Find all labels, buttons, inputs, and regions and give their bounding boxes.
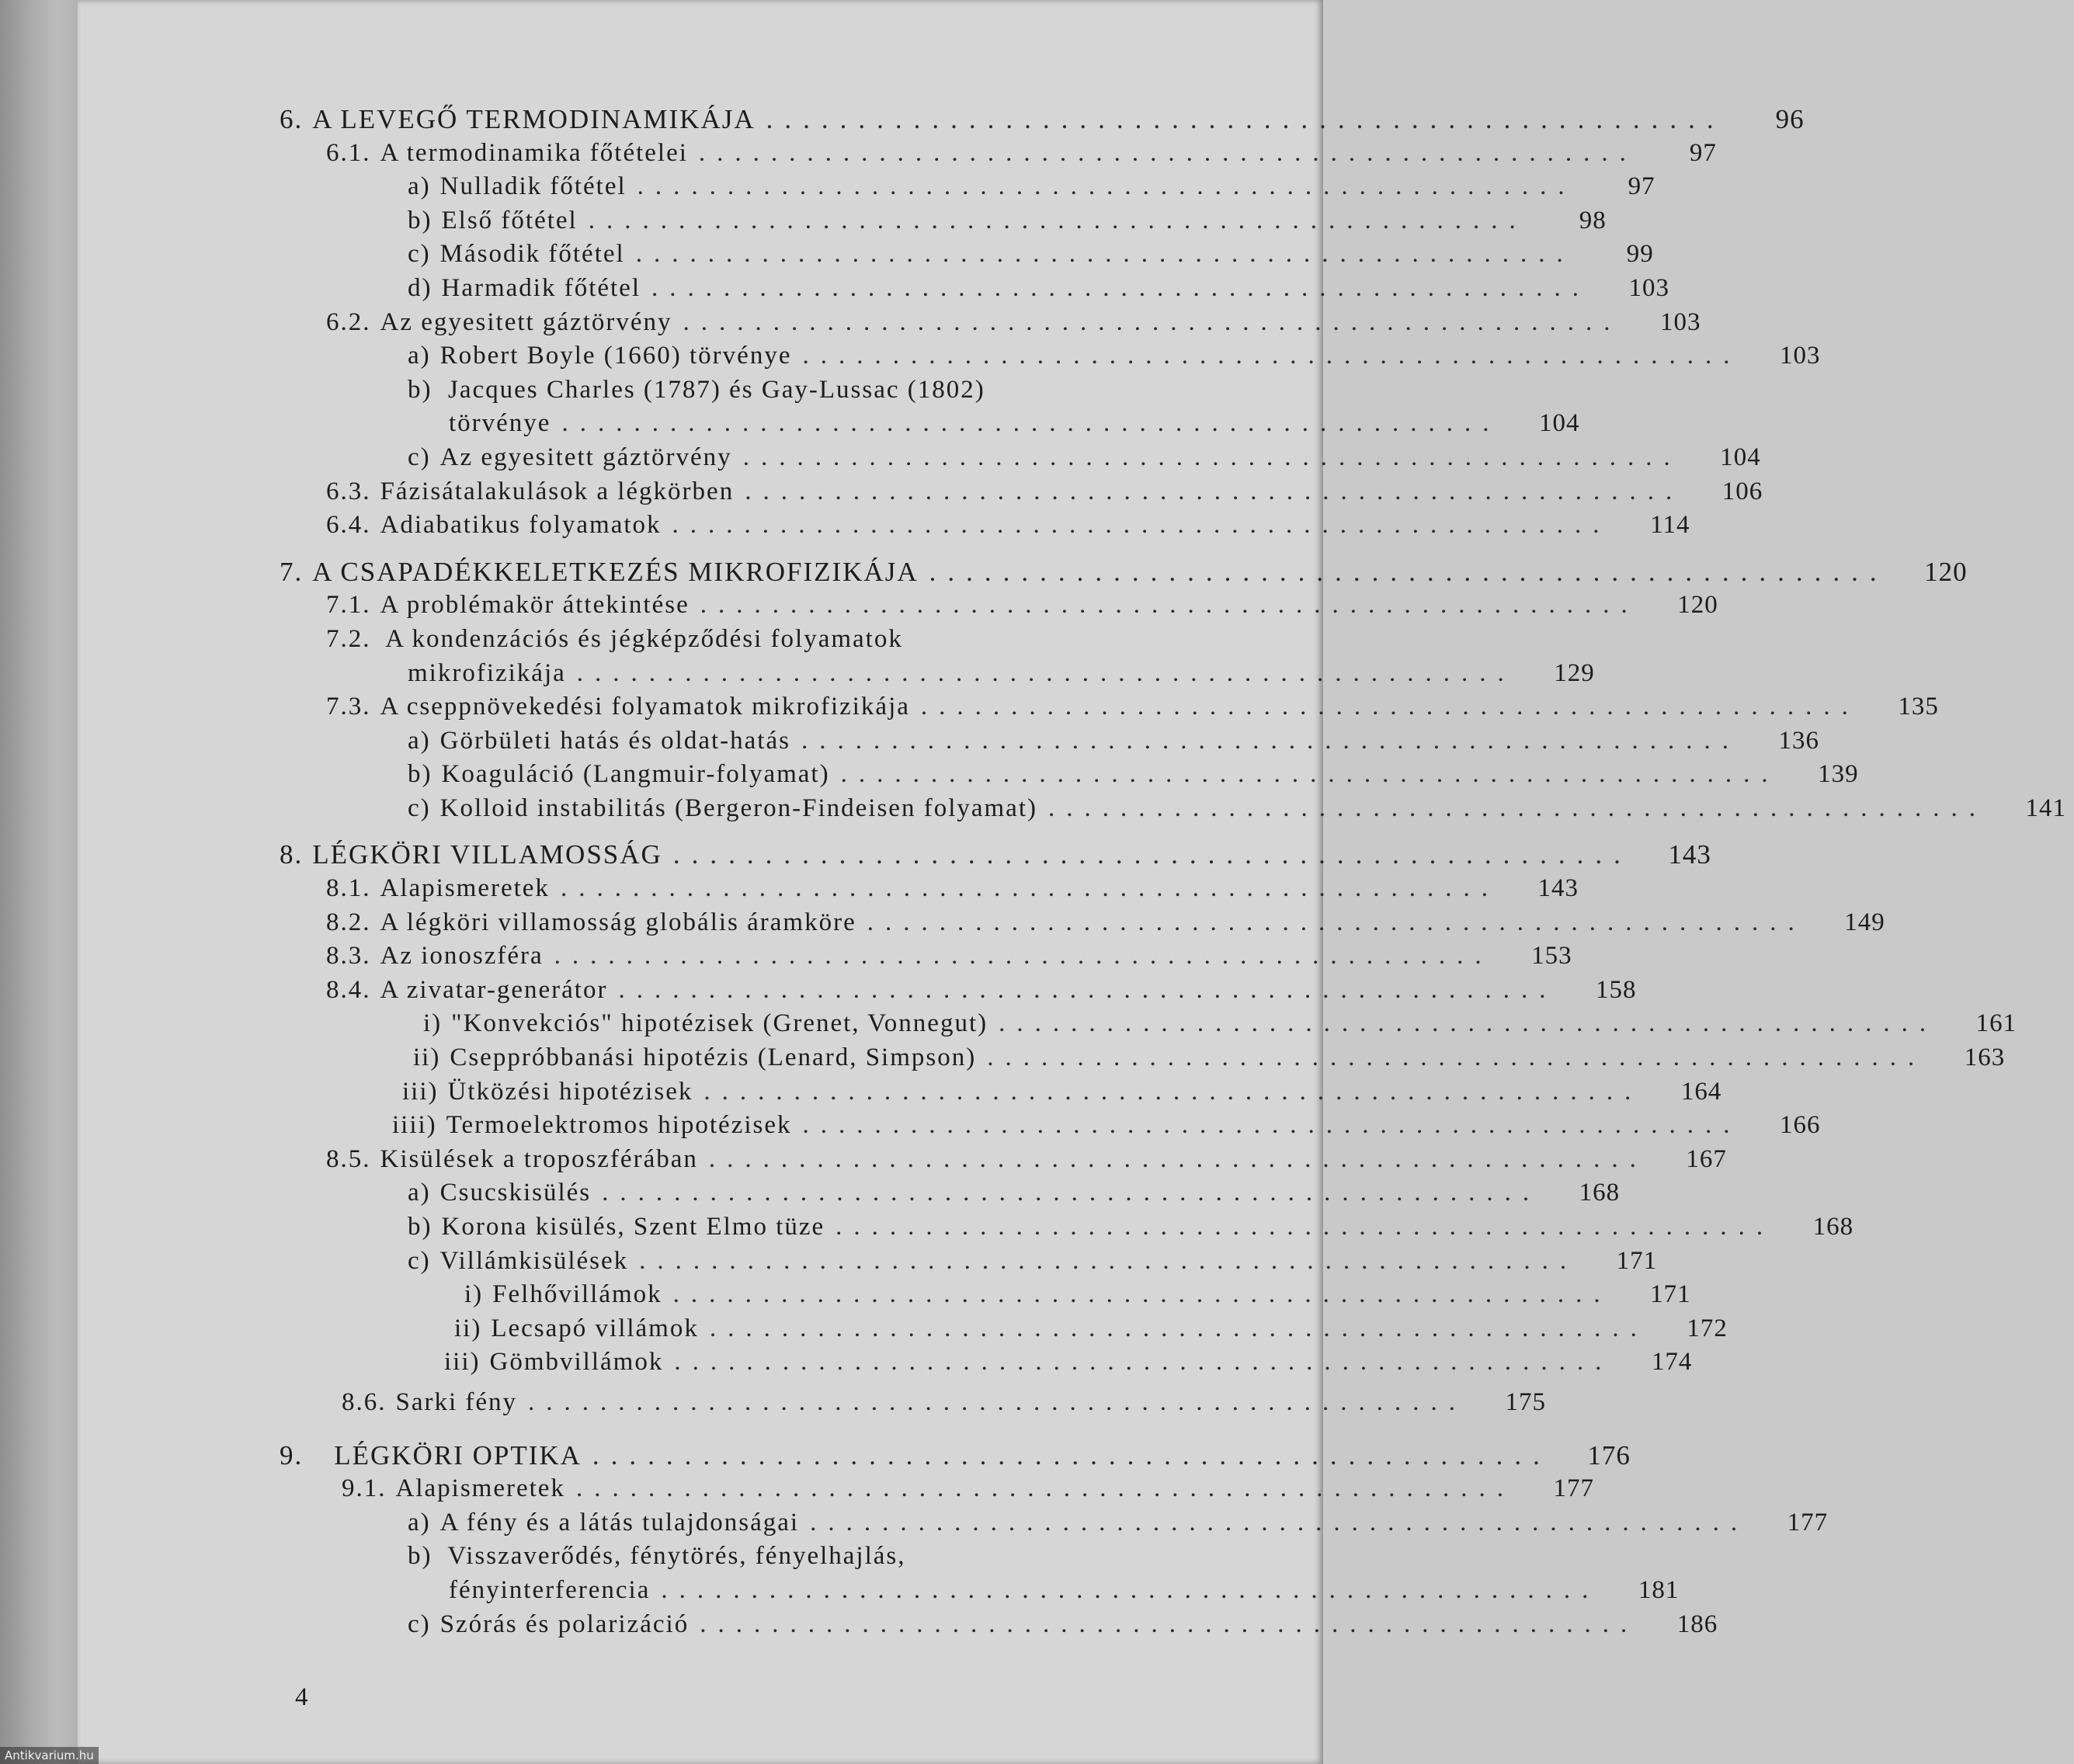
entry-page: 149	[1844, 908, 1885, 936]
entry-number: ii)	[413, 1043, 441, 1072]
entry-page: 181	[1638, 1575, 1680, 1604]
entry-number: 8.5.	[326, 1144, 371, 1173]
entry-page: 136	[1778, 726, 1819, 755]
entry-number: b)	[408, 1542, 433, 1571]
dot-leader: ....................................................	[703, 1077, 1643, 1106]
toc-item-8-4-iii	[402, 1075, 1722, 1109]
toc-item-6-1-a	[408, 170, 1655, 204]
entry-title: Sarki fény	[395, 1387, 518, 1416]
toc-item-9-1-b-line2	[449, 1574, 1680, 1608]
entry-title-continued: mikrofizikája	[408, 658, 566, 687]
entry-number: c)	[408, 240, 431, 269]
dot-leader: ....................................................	[560, 874, 1499, 903]
dot-leader: ....................................................	[709, 1314, 1648, 1342]
dot-leader: ....................................................	[745, 477, 1684, 505]
entry-page: 164	[1680, 1077, 1722, 1106]
entry-number: b)	[408, 760, 433, 789]
entry-title: Korona kisülés, Szent Elmo tüze	[441, 1213, 825, 1241]
dot-leader: ....................................................	[576, 658, 1516, 687]
entry-page: 158	[1595, 975, 1637, 1004]
dot-leader: ....................................................	[592, 1439, 1551, 1471]
entry-title: Robert Boyle (1660) törvénye	[439, 342, 792, 370]
dot-leader: ....................................................	[639, 1246, 1579, 1275]
entry-page: 114	[1650, 511, 1690, 540]
entry-title: A termodinamika főtételei	[380, 138, 688, 167]
entry-page: 175	[1505, 1387, 1547, 1416]
entry-title: A LEVEGŐ TERMODINAMIKÁJA	[312, 104, 756, 134]
dot-leader: ....................................................	[602, 1179, 1541, 1207]
dot-leader: ....................................................	[575, 1474, 1515, 1503]
entry-title: Koaguláció (Langmuir-folyamat)	[441, 760, 830, 789]
entry-page: 96	[1775, 104, 1805, 134]
entry-page: 120	[1677, 591, 1718, 620]
toc-section-8-6	[342, 1386, 1547, 1420]
toc-item-6-2-a	[408, 339, 1821, 373]
entry-title: Termoelektromos hipotézisek	[446, 1111, 792, 1140]
dot-leader: ....................................................	[618, 975, 1558, 1004]
dot-leader: ....................................................	[840, 760, 1780, 789]
entry-page: 106	[1721, 477, 1763, 505]
book-spine-shadow	[0, 0, 82, 1764]
page-number: 4	[295, 1683, 308, 1711]
entry-number: 8.3.	[326, 942, 371, 971]
entry-page: 143	[1668, 839, 1711, 870]
toc-section-8-5	[326, 1143, 1727, 1177]
entry-title: Fázisátalakulások a légkörben	[380, 477, 735, 505]
entry-title: Görbületi hatás és oldat-hatás	[439, 726, 790, 755]
entry-title: LÉGKÖRI OPTIKA	[334, 1439, 582, 1471]
toc-item-6-2-b-line2	[449, 407, 1580, 441]
entry-page: 171	[1650, 1280, 1691, 1309]
entry-number: a)	[408, 172, 431, 201]
toc-item-6-1-b	[408, 204, 1607, 238]
entry-title: Villámkisülések	[439, 1246, 629, 1275]
entry-title: Alapismeretek	[380, 874, 550, 903]
entry-number: c)	[408, 443, 431, 471]
toc-section-7-1	[326, 589, 1718, 623]
dot-leader: ....................................................	[651, 273, 1590, 302]
table-of-contents	[280, 102, 2066, 1641]
entry-page: 176	[1587, 1439, 1631, 1471]
entry-page: 177	[1553, 1474, 1594, 1503]
entry-title: Az egyesitett gáztörvény	[439, 443, 732, 471]
entry-title: Nulladik főtétel	[439, 172, 627, 201]
dot-leader: ....................................................	[635, 240, 1575, 269]
dot-leader: ....................................................	[987, 1043, 1926, 1072]
entry-number: 8.1.	[326, 874, 371, 903]
entry-page: 103	[1628, 273, 1669, 302]
entry-title: Gömbvillámok	[489, 1348, 664, 1377]
section-spacer	[280, 1380, 1281, 1386]
entry-page: 161	[1975, 1009, 2017, 1038]
entry-number: c)	[408, 1609, 431, 1638]
dot-leader: ....................................................	[801, 726, 1740, 755]
toc-section-8-1	[326, 872, 1579, 906]
entry-title: Visszaverődés, fénytörés, fényelhajlás,	[447, 1542, 906, 1571]
chapter-spacer	[280, 1420, 1281, 1439]
entry-number: 8.2.	[326, 908, 371, 936]
entry-page: 168	[1579, 1179, 1621, 1207]
entry-title: A kondenzációs és jégképződési folyamatok	[385, 624, 903, 653]
toc-chapter-9	[280, 1439, 1631, 1473]
toc-item-8-5-c-i	[464, 1278, 1691, 1312]
toc-chapter-8	[280, 838, 1711, 872]
entry-title: Második főtétel	[439, 240, 625, 269]
entry-page: 139	[1818, 760, 1859, 789]
entry-title: Alapismeretek	[395, 1474, 565, 1503]
toc-item-8-4-i	[423, 1007, 2017, 1041]
toc-section-6-2	[326, 306, 1701, 340]
entry-number: 8.6.	[342, 1387, 387, 1416]
dot-leader: ....................................................	[836, 1213, 1775, 1241]
dot-leader: ....................................................	[1048, 793, 1987, 822]
entry-page: 104	[1538, 409, 1580, 438]
dot-leader: ....................................................	[810, 1508, 1749, 1537]
toc-item-7-3-a	[408, 724, 1819, 759]
entry-number: 7.3.	[326, 693, 371, 721]
toc-section-8-4	[326, 974, 1637, 1008]
entry-number: i)	[464, 1280, 484, 1309]
dot-leader: ....................................................	[802, 342, 1742, 370]
toc-section-9-1	[342, 1472, 1594, 1506]
toc-item-6-1-c	[408, 238, 1654, 272]
dot-leader: ....................................................	[637, 172, 1576, 201]
entry-page: 129	[1554, 658, 1595, 687]
entry-page: 104	[1720, 443, 1761, 471]
toc-item-9-1-c	[408, 1608, 1718, 1642]
entry-title: Harmadik főtétel	[441, 273, 641, 302]
entry-number: a)	[408, 1179, 431, 1207]
dot-leader: ....................................................	[672, 511, 1611, 540]
entry-number: c)	[408, 793, 431, 822]
entry-title: Kisülések a troposzférában	[380, 1144, 698, 1173]
entry-page: 98	[1579, 206, 1607, 234]
toc-section-6-4	[326, 509, 1690, 543]
entry-number: 6.3.	[326, 477, 371, 505]
entry-number: a)	[408, 342, 431, 370]
entry-page: 177	[1787, 1508, 1829, 1537]
entry-title: LÉGKÖRI VILLAMOSSÁG	[312, 839, 662, 870]
entry-number: 7.2.	[326, 624, 371, 653]
dot-leader: ....................................................	[672, 1280, 1612, 1309]
entry-title: Az egyesitett gáztörvény	[380, 307, 672, 336]
entry-number: a)	[408, 1508, 431, 1537]
entry-number: 8.	[280, 839, 304, 870]
entry-page: 135	[1898, 693, 1939, 721]
entry-page: 103	[1660, 307, 1701, 336]
entry-number: 9.	[280, 1439, 304, 1471]
dot-leader: ....................................................	[920, 693, 1860, 721]
dot-leader: ....................................................	[661, 1575, 1600, 1604]
toc-section-7-2-line1	[326, 623, 1281, 657]
toc-section-6-3	[326, 475, 1763, 509]
watermark: Antikvarium.hu	[0, 1747, 99, 1764]
entry-page: 120	[1924, 556, 1968, 587]
dot-leader: ....................................................	[700, 591, 1639, 620]
entry-title-continued: törvénye	[449, 409, 551, 438]
entry-title: A CSAPADÉKKELETKEZÉS MIKROFIZIKÁJA	[312, 556, 919, 587]
entry-number: b)	[408, 206, 433, 234]
dot-leader: ....................................................	[561, 409, 1501, 438]
dot-leader: ....................................................	[700, 1609, 1639, 1638]
entry-title: Szórás és polarizáció	[439, 1609, 690, 1638]
dot-leader: ....................................................	[929, 556, 1888, 587]
entry-number: 9.1.	[342, 1474, 387, 1503]
dot-leader: ....................................................	[683, 307, 1622, 336]
entry-title: Cseppróbbanási hipotézis (Lenard, Simpson)	[450, 1043, 977, 1072]
entry-number: iiii)	[392, 1111, 437, 1140]
toc-chapter-7	[280, 555, 1968, 589]
dot-leader: ....................................................	[674, 1348, 1614, 1377]
entry-number: b)	[408, 375, 433, 404]
entry-page: 172	[1687, 1314, 1728, 1342]
entry-page: 167	[1686, 1144, 1727, 1173]
entry-page: 174	[1651, 1348, 1693, 1377]
dot-leader: ....................................................	[528, 1387, 1468, 1416]
entry-number: 8.4.	[326, 975, 371, 1004]
entry-title: Adiabatikus folyamatok	[380, 511, 662, 540]
chapter-spacer	[280, 825, 1281, 838]
dot-leader: ....................................................	[742, 443, 1682, 471]
toc-item-6-2-b-line1	[408, 373, 1281, 408]
toc-item-8-5-c-ii	[454, 1312, 1728, 1346]
entry-page: 153	[1531, 942, 1572, 971]
entry-page: 141	[2025, 793, 2066, 822]
dot-leader: ....................................................	[698, 138, 1638, 167]
entry-title: Jacques Charles (1787) és Gay-Lussac (1802)	[448, 375, 985, 404]
toc-section-6-1	[326, 137, 1717, 171]
entry-title: Csucskisülés	[439, 1179, 592, 1207]
entry-page: 97	[1628, 172, 1655, 201]
chapter-spacer	[280, 543, 1281, 555]
entry-page: 103	[1779, 342, 1821, 370]
entry-number: ii)	[454, 1314, 482, 1342]
dot-leader: ....................................................	[672, 839, 1632, 870]
entry-page: 97	[1689, 138, 1717, 167]
entry-title: A cseppnövekedési folyamatok mikrofizikája	[380, 693, 910, 721]
entry-number: 6.4.	[326, 511, 371, 540]
toc-section-8-3	[326, 939, 1572, 974]
entry-number: iii)	[402, 1077, 439, 1106]
entry-title: Felhővillámok	[492, 1280, 662, 1309]
toc-item-9-1-a	[408, 1506, 1829, 1540]
toc-section-7-2-line2	[408, 657, 1595, 691]
dot-leader: ....................................................	[802, 1111, 1742, 1140]
entry-number: d)	[408, 273, 433, 302]
entry-number: 6.	[280, 104, 304, 134]
toc-item-7-3-b	[408, 758, 1859, 792]
entry-page: 186	[1676, 1609, 1718, 1638]
dot-leader: ....................................................	[999, 1009, 1938, 1038]
toc-item-8-5-b	[408, 1210, 1854, 1245]
dot-leader: ....................................................	[867, 908, 1806, 936]
toc-item-7-3-c	[408, 792, 2066, 826]
entry-title: Lecsapó villámok	[491, 1314, 699, 1342]
toc-item-8-4-iiii	[392, 1109, 1821, 1143]
entry-title: Első főtétel	[441, 206, 578, 234]
entry-title: A légköri villamosság globális áramköre	[380, 908, 856, 936]
entry-title: Ütközési hipotézisek	[447, 1077, 693, 1106]
entry-page: 99	[1626, 240, 1654, 269]
entry-number: 6.1.	[326, 138, 371, 167]
entry-number: c)	[408, 1246, 431, 1275]
entry-page: 166	[1780, 1111, 1821, 1140]
entry-title: "Konvekciós" hipotézisek (Grenet, Vonnegut)	[451, 1009, 988, 1038]
entry-number: i)	[423, 1009, 443, 1038]
entry-page: 163	[1964, 1043, 2006, 1072]
toc-section-7-3	[326, 690, 1939, 724]
entry-title: A problémakör áttekintése	[380, 591, 690, 620]
toc-item-8-5-c	[408, 1245, 1658, 1279]
toc-section-8-2	[326, 906, 1885, 940]
toc-item-8-5-a	[408, 1176, 1621, 1210]
entry-number: b)	[408, 1213, 433, 1241]
entry-number: 6.2.	[326, 307, 371, 336]
entry-number: 7.1.	[326, 591, 371, 620]
dot-leader: ....................................................	[554, 942, 1493, 971]
entry-title: A zivatar-generátor	[380, 975, 608, 1004]
toc-chapter-6	[280, 102, 1805, 137]
entry-number: a)	[408, 726, 431, 755]
entry-title: Kolloid instabilitás (Bergeron-Findeisen folyamat)	[439, 793, 1037, 822]
entry-title-continued: fényinterferencia	[449, 1575, 651, 1604]
entry-title: Az ionoszféra	[380, 942, 544, 971]
entry-title: A fény és a látás tulajdonságai	[439, 1508, 800, 1537]
dot-leader: ....................................................	[708, 1144, 1648, 1173]
toc-item-8-4-ii	[413, 1041, 2006, 1075]
entry-page: 168	[1812, 1213, 1854, 1241]
toc-item-6-1-d	[408, 272, 1669, 306]
entry-page: 143	[1537, 874, 1579, 903]
dot-leader: ....................................................	[588, 206, 1527, 234]
toc-item-9-1-b-line1	[408, 1540, 1281, 1574]
entry-number: iii)	[444, 1348, 481, 1377]
entry-number: 7.	[280, 556, 304, 587]
dot-leader: ....................................................	[766, 104, 1725, 134]
entry-page: 171	[1616, 1246, 1658, 1275]
toc-item-6-2-c	[408, 441, 1761, 475]
toc-item-8-5-c-iii	[444, 1346, 1693, 1380]
